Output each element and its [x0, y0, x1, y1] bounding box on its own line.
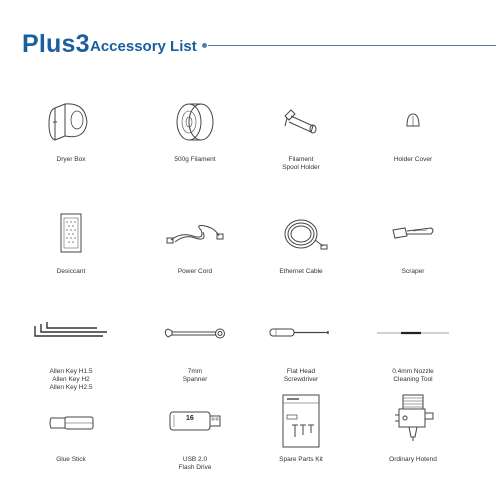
- holder-cover-icon: [358, 90, 468, 152]
- allen-key-icon: [16, 302, 126, 364]
- accessory-label: Ethernet Cable: [279, 268, 323, 275]
- accessory-label: 7mm Spanner: [182, 368, 208, 383]
- page-title: Plus3: [22, 30, 90, 58]
- accessory-label: Allen Key H1.5 Allen Key H2 Allen Key H2.5: [49, 368, 93, 391]
- accessory-item: [358, 390, 468, 464]
- power-cord-icon: [140, 202, 250, 264]
- accessory-label: Glue Stick: [56, 456, 86, 463]
- hotend-icon: [358, 390, 468, 452]
- accessory-label: Filament Spool Holder: [282, 156, 320, 171]
- usb-capacity-badge: 16: [186, 415, 194, 422]
- header-rule-dot: [202, 43, 207, 48]
- page-subtitle: Accessory List: [90, 38, 197, 55]
- desiccant-icon: [16, 202, 126, 264]
- accessory-item: [140, 302, 250, 384]
- accessory-item: [16, 302, 126, 392]
- accessory-label: Desiccant: [56, 268, 86, 275]
- accessory-label: Dryer Box: [56, 156, 86, 163]
- accessory-label: USB 2.0 Flash Drive: [178, 456, 212, 471]
- accessory-item: [358, 302, 468, 384]
- accessory-label: Ordinary Hotend: [389, 456, 437, 463]
- nozzle-cleaning-tool-icon: [358, 302, 468, 364]
- ethernet-cable-icon: [246, 202, 356, 264]
- accessory-item: [140, 202, 250, 276]
- header-rule: [208, 45, 496, 46]
- dryer-box-icon: [16, 90, 126, 152]
- spare-parts-kit-icon: [246, 390, 356, 452]
- accessory-label: 0.4mm Nozzle Cleaning Tool: [392, 368, 434, 383]
- accessory-item: [358, 90, 468, 164]
- accessory-item: [140, 390, 250, 472]
- accessory-item: [16, 90, 126, 164]
- accessory-item: [246, 302, 356, 384]
- accessory-label: Flat Head Screwdriver: [283, 368, 319, 383]
- accessory-label: 500g Filament: [174, 156, 216, 163]
- accessory-label: Spare Parts Kit: [279, 456, 323, 463]
- accessory-label: Scraper: [401, 268, 425, 275]
- screwdriver-icon: [246, 302, 356, 364]
- accessory-label: Power Cord: [177, 268, 213, 275]
- spanner-icon: [140, 302, 250, 364]
- filament-spool-icon: [140, 90, 250, 152]
- accessory-item: [246, 390, 356, 464]
- accessory-item: [16, 390, 126, 464]
- accessory-item: [246, 90, 356, 172]
- page-header: [22, 26, 482, 62]
- usb-flash-drive-icon: [140, 390, 250, 452]
- accessory-item: [16, 202, 126, 276]
- accessory-item: [140, 90, 250, 164]
- spool-holder-icon: [246, 90, 356, 152]
- scraper-icon: [358, 202, 468, 264]
- accessory-item: [358, 202, 468, 276]
- glue-stick-icon: [16, 390, 126, 452]
- accessory-item: [246, 202, 356, 276]
- accessory-label: Holder Cover: [393, 156, 433, 163]
